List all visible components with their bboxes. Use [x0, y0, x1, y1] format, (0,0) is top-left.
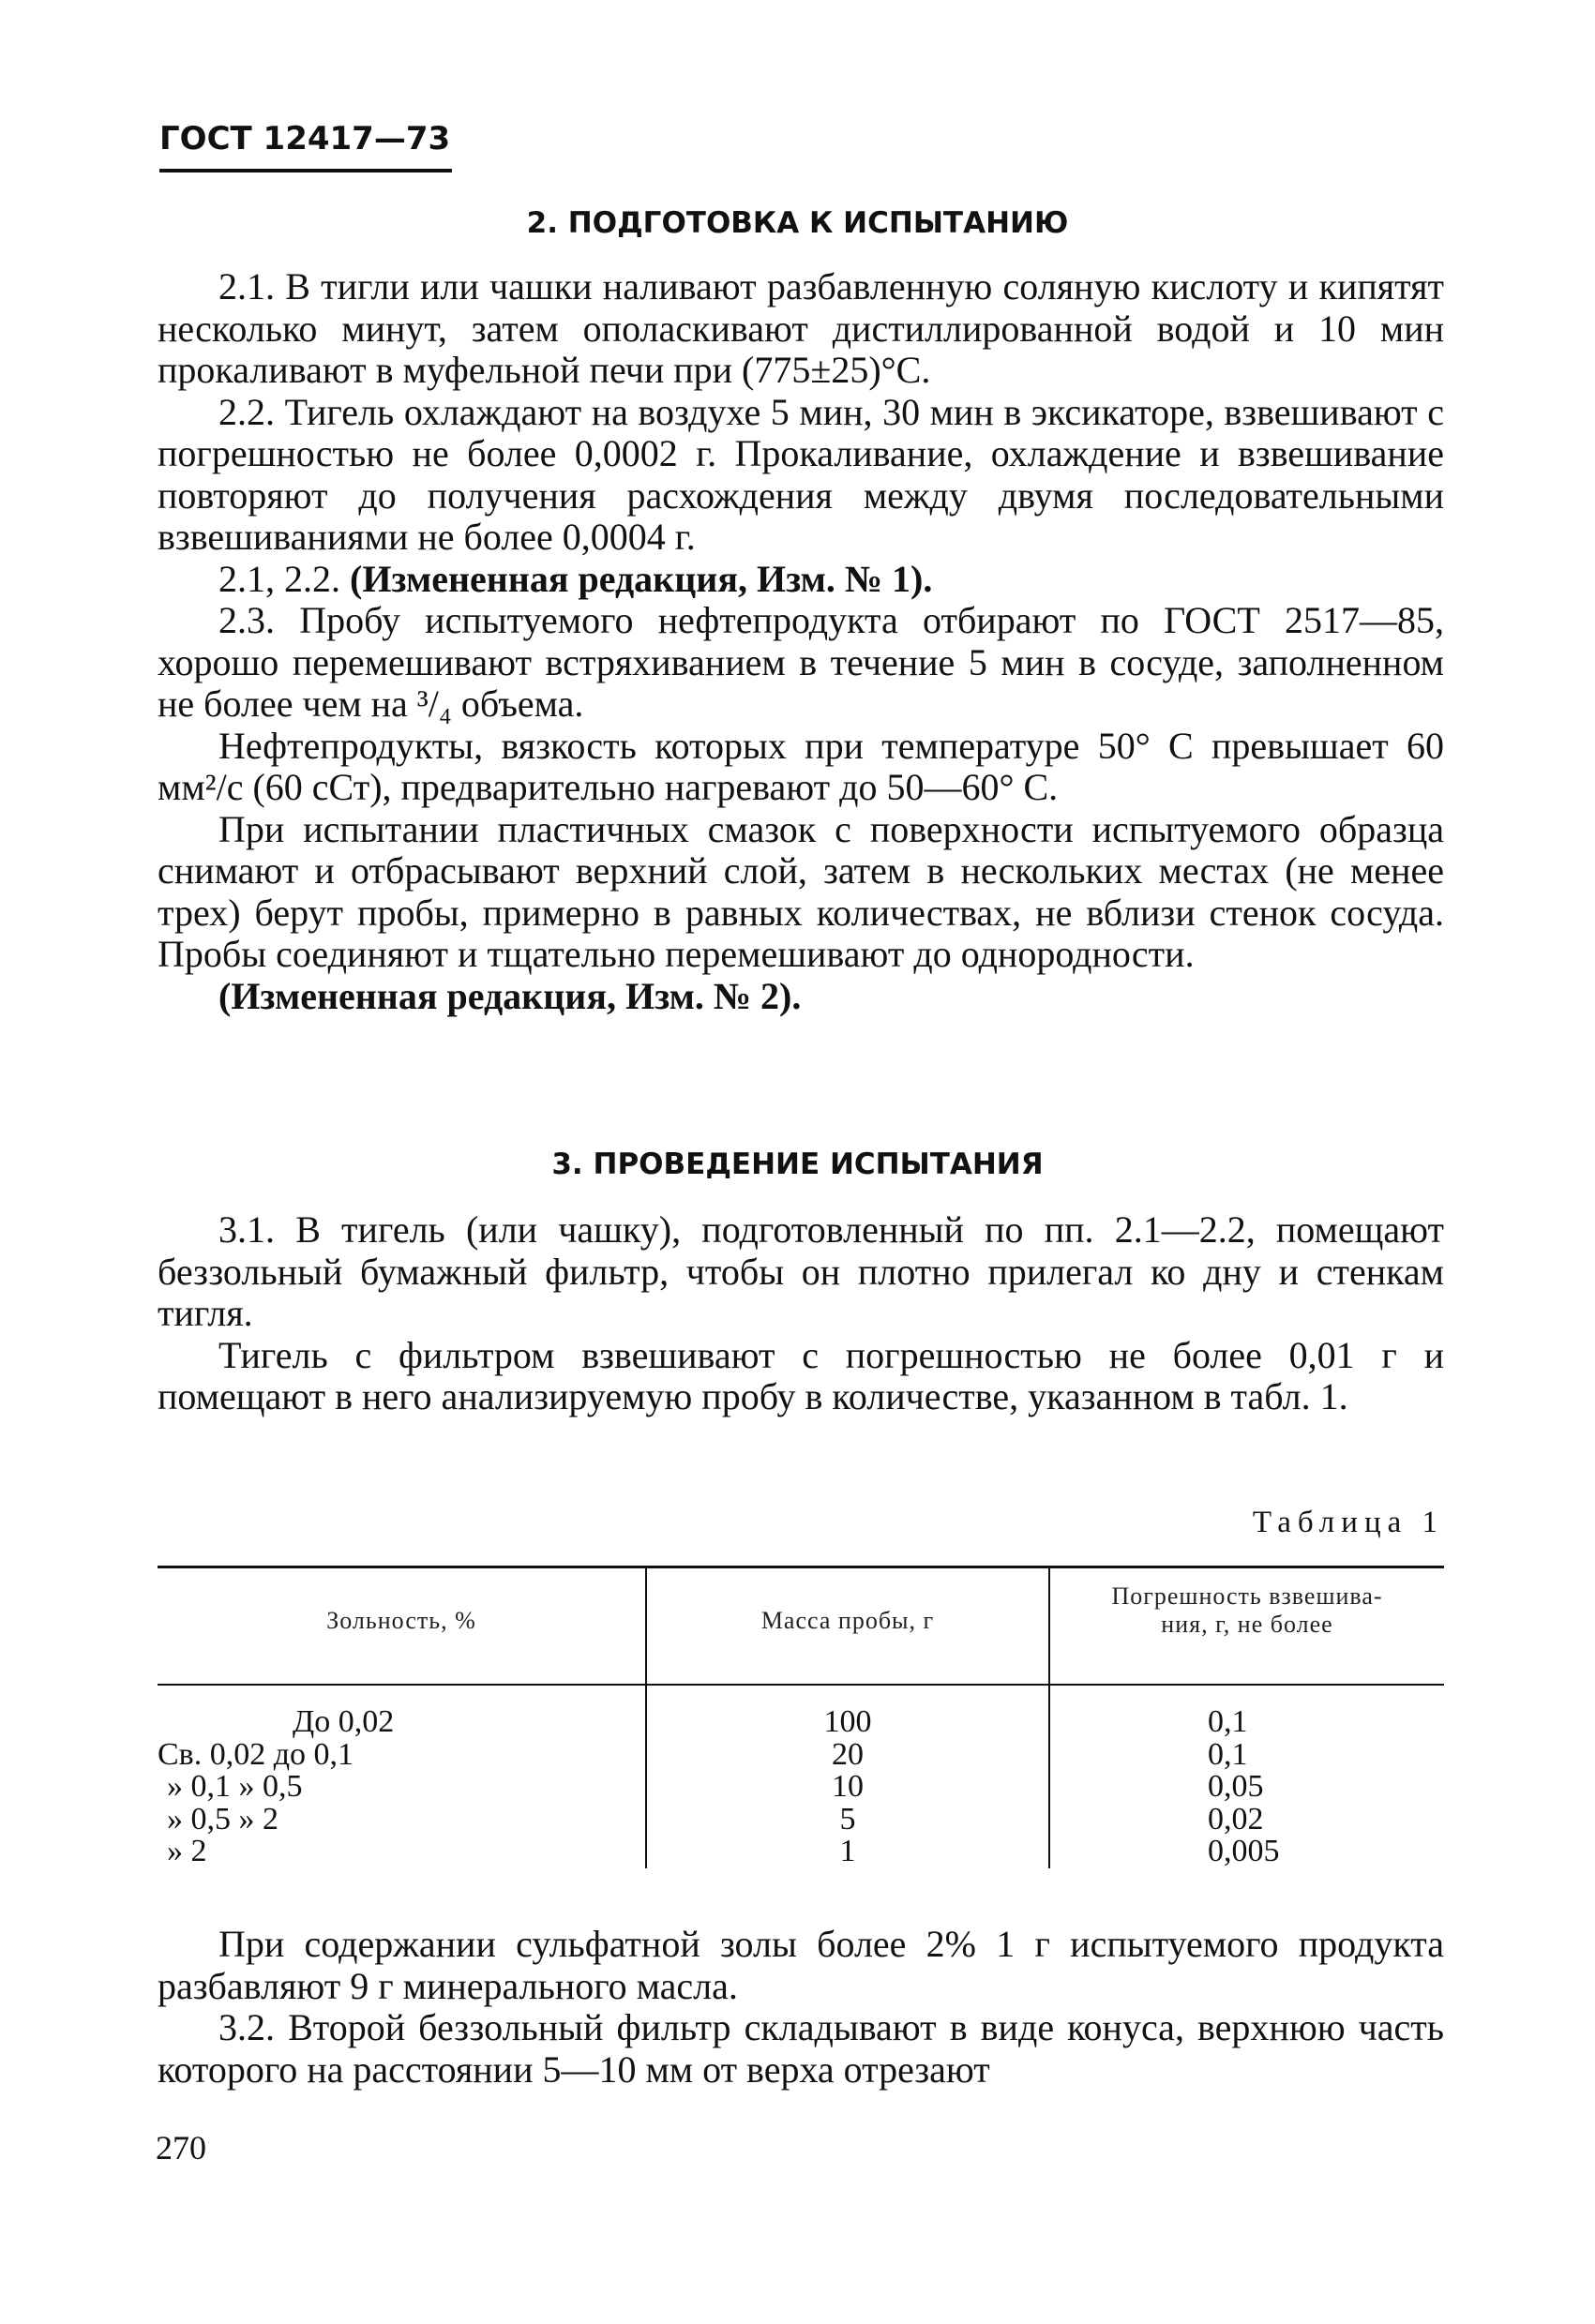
document-code: ГОСТ 12417—73	[159, 120, 451, 157]
table-header-error	[1050, 1582, 1444, 1639]
section-3-title: 3. ПРОВЕДЕНИЕ ИСПЫТАНИЯ	[551, 1147, 1044, 1181]
amendment-1-prefix: 2.1, 2.2.	[218, 557, 340, 600]
table-row-5-error: 0,005	[1208, 1834, 1280, 1868]
table-header-ash: Зольность, %	[326, 1607, 476, 1634]
paragraph-grease-sampling: При испытании пластичных смазок с поверхности испытуемого образца снимают и отбрасывают верхний слой, затем в нескольких местах (не менее трех) берут пробы, примерно в равных количествах, не вблизи стенок сосуда. Пробы соединяют и тщательно перемешивают до однородности.	[158, 807, 1444, 975]
section-2-title: 2. ПОДГОТОВКА К ИСПЫТАНИЮ	[526, 206, 1069, 240]
table-row-2-ash: Св. 0,02 до 0,1	[158, 1736, 354, 1772]
header-underline	[159, 169, 452, 172]
page-number: 270	[156, 2129, 206, 2167]
paragraph-amendment-2: (Измененная редакция, Изм. № 2).	[218, 974, 802, 1017]
table-header-mass: Масса пробы, г	[760, 1607, 935, 1634]
section-2-body	[158, 266, 1444, 1017]
table-row-3-mass: 10	[832, 1769, 864, 1804]
table-row-2-error: 0,1	[1208, 1736, 1248, 1772]
table-label: Таблица 1	[1252, 1506, 1444, 1539]
amendment-1-text: (Измененная редакция, Изм. № 1).	[350, 557, 933, 600]
table-row-4-error: 0,02	[1208, 1801, 1264, 1837]
table-row-1-ash: До 0,02	[293, 1704, 395, 1739]
post-table-body	[158, 1924, 1444, 2091]
table-row-1-error: 0,1	[1208, 1704, 1248, 1739]
paragraph-sulfate-ash: При содержании сульфатной золы более 2% 1 г испытуемого продукта разбавляют 9 г минерального масла.	[158, 1923, 1444, 2007]
paragraph-2-1: 2.1. В тигли или чашки наливают разбавленную соляную кислоту и кипятят несколько минут, затем ополаскивают дистиллированной водой и 10 мин прокаливают в муфельной печи при (775±25)°С.	[158, 265, 1444, 391]
table-col-error	[1050, 1706, 1444, 1868]
table-top-rule	[158, 1566, 1444, 1568]
table-header-error-line1: Погрешность взвешива-	[1111, 1582, 1383, 1610]
table-row-2-mass: 20	[832, 1736, 864, 1772]
table-row-3-ash: » 0,1 » 0,5	[167, 1769, 303, 1804]
table-header-rule	[158, 1684, 1444, 1686]
paragraph-3-2: 3.2. Второй беззольный фильтр складывают в виде конуса, верхнюю часть которого на расстоянии 5—10 мм от верха отрезают	[158, 2006, 1444, 2091]
paragraph-2-3: 2.3. Пробу испытуемого нефтепродукта отбирают по ГОСТ 2517—85, хорошо перемешивают встряхиванием в течение 5 мин в сосуде, заполненном не более чем на ³/₄ объема.	[158, 599, 1444, 725]
section-3-body	[158, 1209, 1444, 1418]
paragraph-2-2: 2.2. Тигель охлаждают на воздухе 5 мин, 30 мин в эксикаторе, взвешивают с погрешностью не более 0,0002 г. Прокаливание, охлаждение и взвешивание повторяют до получения расхождения между двумя последовательными взвешиваниями не более 0,0004 г.	[158, 390, 1444, 558]
paragraph-viscosity: Нефтепродукты, вязкость которых при температуре 50° С превышает 60 мм²/с (60 сСт), предварительно нагревают до 50—60° С.	[158, 724, 1444, 808]
table-row-5-mass: 1	[839, 1834, 856, 1868]
table-col-ash	[158, 1706, 645, 1868]
paragraph-3-1: 3.1. В тигель (или чашку), подготовленный по пп. 2.1—2.2, помещают беззольный бумажный фильтр, чтобы он плотно прилегал ко дну и стенкам тигля.	[158, 1208, 1444, 1334]
table-row-4-ash: » 0,5 » 2	[167, 1801, 278, 1837]
table-row-5-ash: » 2	[167, 1834, 207, 1868]
table-row-3-error: 0,05	[1208, 1769, 1264, 1804]
table-row-4-mass: 5	[839, 1801, 856, 1837]
paragraph-amendment-1	[158, 559, 1444, 601]
table-row-1-mass: 100	[823, 1704, 872, 1739]
table-col-mass	[647, 1706, 1048, 1868]
paragraph-3-1-weighing: Тигель с фильтром взвешивают с погрешностью не более 0,01 г и помещают в него анализируемую пробу в количестве, указанном в табл. 1.	[158, 1333, 1444, 1417]
table-header-error-line2: ния, г, не более	[1161, 1611, 1333, 1638]
